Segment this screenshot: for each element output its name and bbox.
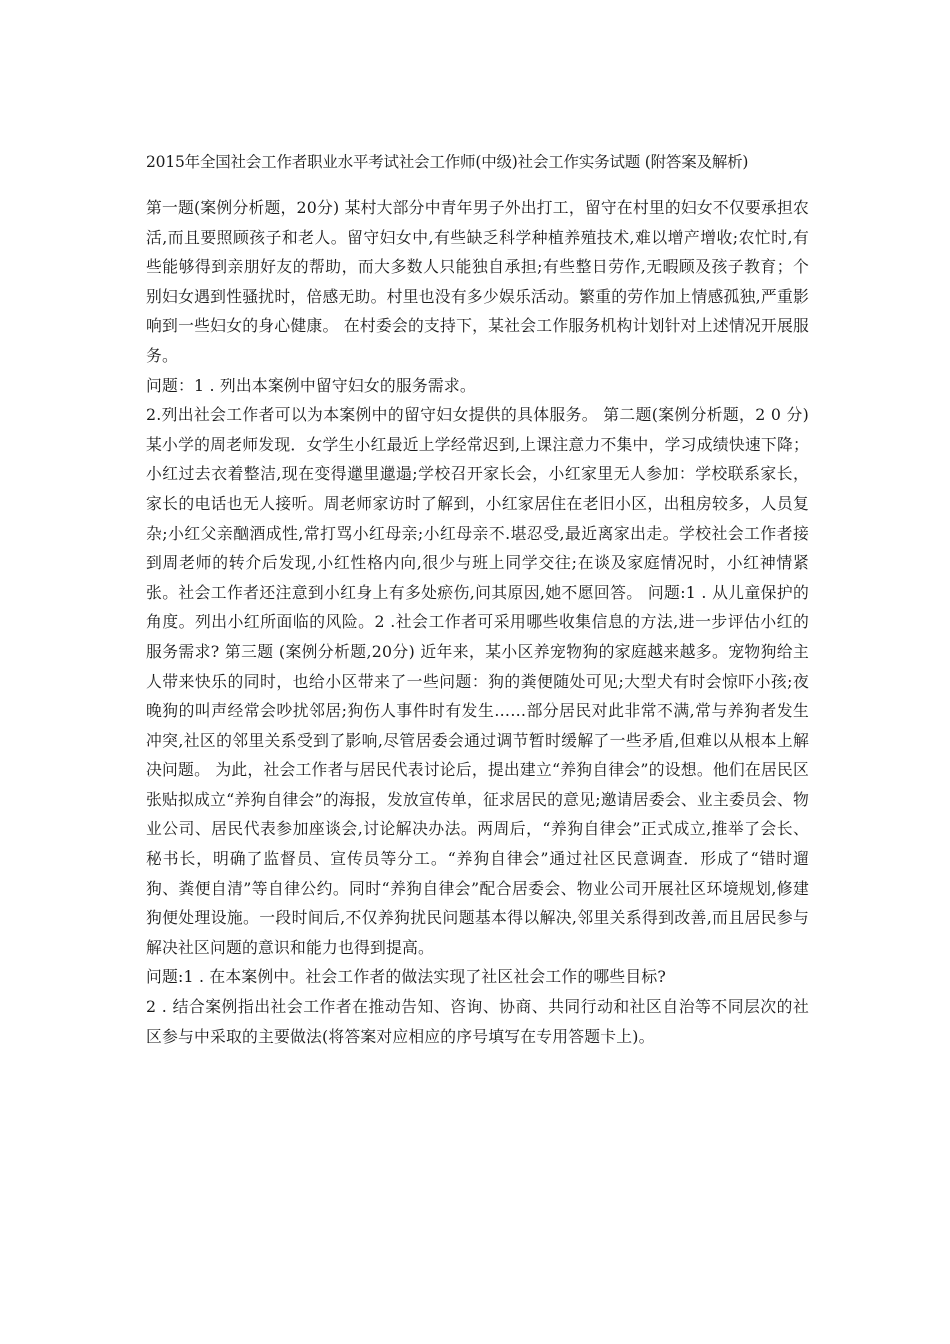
paragraph-question-1-item-2-and-questions-2-3: 2.列出社会工作者可以为本案例中的留守妇女提供的具体服务。 第二题(案例分析题，2 0 分) 某小学的周老师发现．女学生小红最近上学经常迟到,上课注意力不集中，学习成绩快速下降；小红过去衣着整洁,现在变得邋里邋遢;学校召开家长会，小红家里无人参加：学校联系家长，家长的电话也无人接听。周老师家访时了解到，小红家居住在老旧小区，出租房较多，人员复杂;小红父亲酗酒成性,常打骂小红母亲;小红母亲不.堪忍受,最近离家出走。学校社会工作者接到周老师的转介后发现,小红性格内向,很少与班上同学交往;在谈及家庭情况时，小红神情紧张。社会工作者还注意到小红身上有多处瘀伤,问其原因,她不愿回答。 问题:1 . 从儿童保护的角度。列出小红所面临的风险。2 .社会工作者可采用哪些收集信息的方法,进一步评估小红的服务需求? 第三题 (案例分析题,20分) 近年来，某小区养宠物狗的家庭越来越多。宠物狗给主人带来快乐的同时，也给小区带来了一些问题：狗的粪便随处可见;大型犬有时会惊吓小孩;夜晚狗的叫声经常会吵扰邻居;狗伤人事件时有发生……部分居民对此非常不满,常与养狗者发生冲突,社区的邻里关系受到了影响,尽管居委会通过调节暂时缓解了一些矛盾,但难以从根本上解决问题。 为此，社会工作者与居民代表讨论后，提出建立“养狗自律会”的设想。他们在居民区张贴拟成立“养狗自律会”的海报，发放宣传单，征求居民的意见;邀请居委会、业主委员会、物业公司、居民代表参加座谈会,讨论解决办法。两周后，“养狗自律会”正式成立,推举了会长、秘书长，明确了监督员、宣传员等分工。“养狗自律会”通过社区民意调查．形成了“错时遛狗、粪便自清”等自律公约。同时“养狗自律会”配合居委会、物业公司开展社区环境规划,修建狗便处理设施。一段时间后,不仅养狗扰民问题基本得以解决,邻里关系得到改善,而且居民参与解决社区问题的意识和能力也得到提高。	[146, 405, 809, 957]
document-body	[146, 193, 809, 1051]
paragraph-question-1: 第一题(案例分析题，20分) 某村大部分中青年男子外出打工，留守在村里的妇女不仅要承担农活,而且要照顾孩子和老人。留守妇女中,有些缺乏科学种植养殖技术,难以增产增收;农忙时,有些能够得到亲朋好友的帮助，而大多数人只能独自承担;有些整日劳作,无暇顾及孩子教育；个别妇女遇到性骚扰时，倍感无助。村里也没有多少娱乐活动。繁重的劳作加上情感孤独,严重影响到一些妇女的身心健康。 在村委会的支持下，某社会工作服务机构计划针对上述情况开展服务。	[146, 198, 809, 365]
paragraph-question-3-item-2: 2 . 结合案例指出社会工作者在推动告知、咨询、协商、共同行动和社区自治等不同层次的社区参与中采取的主要做法(将答案对应相应的序号填写在专用答题卡上)。	[146, 997, 809, 1046]
paragraph-question-1-item-1: 问题：1 . 列出本案例中留守妇女的服务需求。	[146, 375, 476, 395]
document-title: 2015年全国社会工作者职业水平考试社会工作师(中级)社会工作实务试题 (附答案及解析)	[146, 153, 749, 171]
paragraph-question-3-item-1: 问题:1 . 在本案例中。社会工作者的做法实现了社区社会工作的哪些目标?	[146, 967, 667, 987]
